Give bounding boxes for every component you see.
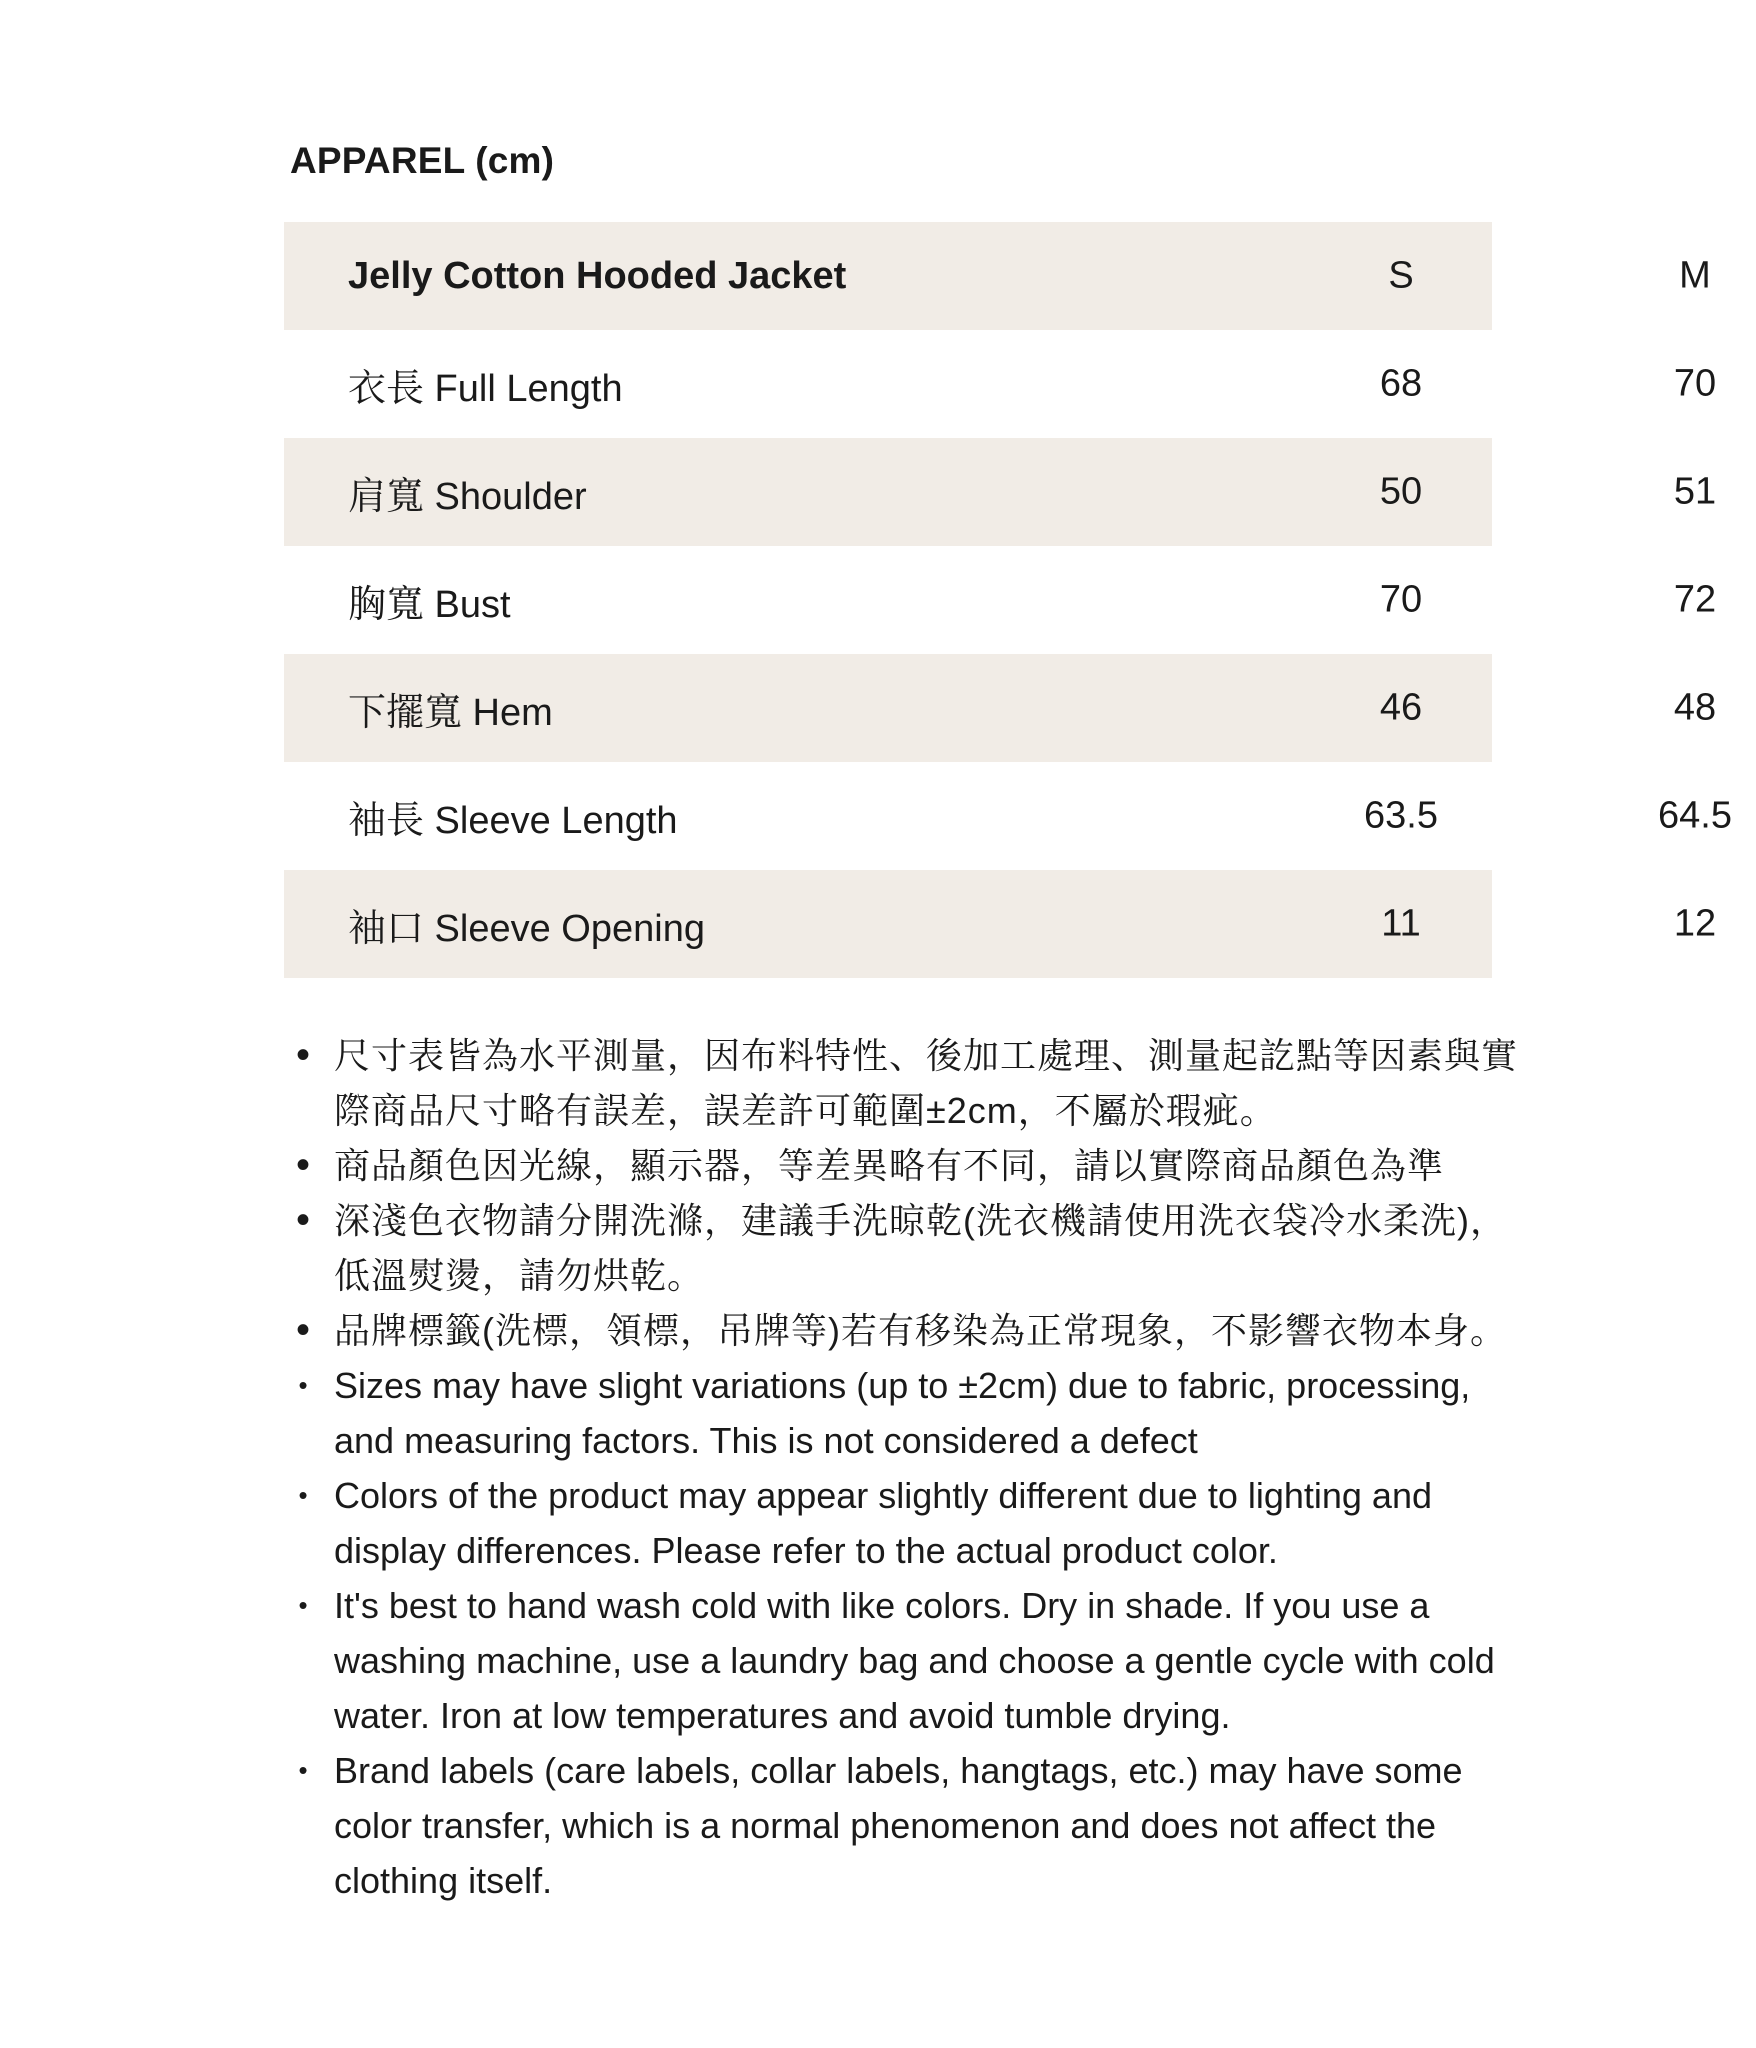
note-text: It's best to hand wash cold with like colors. Dry in shade. If you use a washing machine, use a laundry bag and choose a gentle cycle with cold water. Iron at low temperatures and avoid tumble drying. xyxy=(334,1585,1495,1736)
care-notes-list xyxy=(284,1028,1524,1908)
table-row: 衣長 Full Length 68 70 xyxy=(284,330,1492,438)
note-text: 深淺色衣物請分開洗滌，建議手洗晾乾(洗衣機請使用洗衣袋冷水柔洗)，低溫熨燙，請勿烘乾。 xyxy=(334,1200,1507,1296)
list-item xyxy=(284,1303,1524,1358)
list-item xyxy=(284,1138,1524,1193)
list-item xyxy=(284,1028,1524,1138)
note-text: 商品顏色因光線，顯示器，等差異略有不同，請以實際商品顏色為準 xyxy=(334,1145,1445,1186)
table-header-row: Jelly Cotton Hooded Jacket S M xyxy=(284,222,1492,330)
bullet: • xyxy=(298,1480,308,1510)
bullet: • xyxy=(298,1370,308,1400)
size-table xyxy=(284,222,1732,978)
row-label: 袖口 Sleeve Opening xyxy=(348,907,705,950)
bullet: • xyxy=(295,1198,310,1242)
section-title: APPAREL (cm) xyxy=(290,140,555,181)
list-item xyxy=(284,1743,1524,1908)
table-row: 胸寬 Bust 70 72 xyxy=(284,546,1492,654)
note-text: Colors of the product may appear slightly different due to lighting and display differences. Please refer to the actual product color. xyxy=(334,1475,1432,1571)
list-item xyxy=(284,1578,1524,1743)
row-label: 下擺寬 Hem xyxy=(348,691,553,734)
list-item xyxy=(284,1193,1524,1303)
note-text: Sizes may have slight variations (up to ±2cm) due to fabric, processing, and measuring factors. This is not considered a defect xyxy=(334,1365,1471,1461)
bullet: • xyxy=(295,1143,310,1187)
list-item xyxy=(284,1468,1524,1578)
note-text: Brand labels (care labels, collar labels, hangtags, etc.) may have some color transfer, which is a normal phenomenon and does not affect the clothing itself. xyxy=(334,1750,1463,1901)
table-row: 袖長 Sleeve Length 63.5 64.5 xyxy=(284,762,1492,870)
row-label: 衣長 Full Length xyxy=(348,367,623,410)
bullet: • xyxy=(298,1755,308,1785)
note-text: 尺寸表皆為水平測量，因布料特性、後加工處理、測量起訖點等因素與實際商品尺寸略有誤差，誤差許可範圍±2cm，不屬於瑕疵。 xyxy=(334,1035,1519,1131)
row-label: 肩寬 Shoulder xyxy=(348,475,587,518)
table-row: 袖口 Sleeve Opening 11 12 xyxy=(284,870,1492,978)
list-item xyxy=(284,1358,1524,1468)
table-row: 下擺寬 Hem 46 48 xyxy=(284,654,1492,762)
bullet: • xyxy=(295,1308,310,1352)
product-name: Jelly Cotton Hooded Jacket xyxy=(348,254,847,297)
row-label: 胸寬 Bust xyxy=(348,583,511,626)
bullet: • xyxy=(298,1590,308,1620)
note-text: 品牌標籤(洗標，領標，吊牌等)若有移染為正常現象，不影響衣物本身。 xyxy=(334,1310,1507,1351)
table-row: 肩寬 Shoulder 50 51 xyxy=(284,438,1492,546)
row-label: 袖長 Sleeve Length xyxy=(348,799,678,842)
bullet: • xyxy=(295,1033,310,1077)
